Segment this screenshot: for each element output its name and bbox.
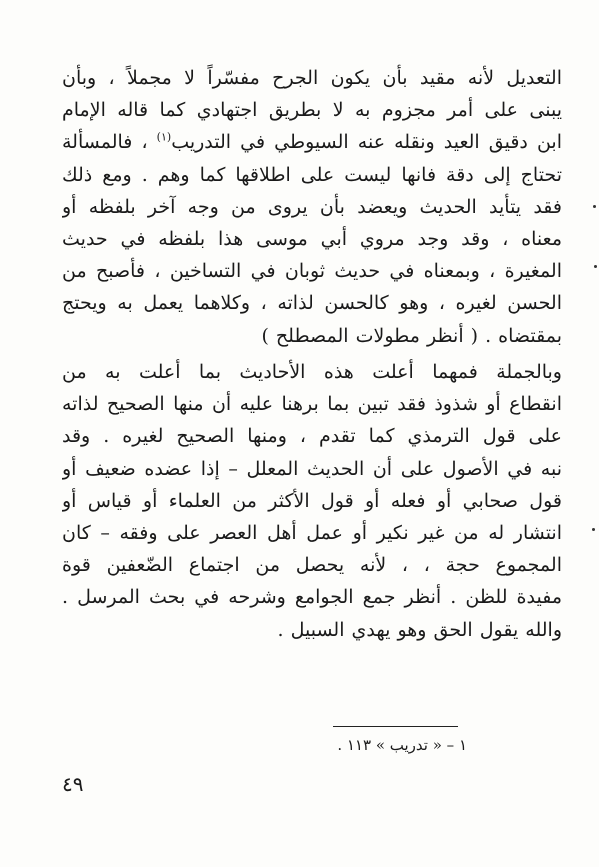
- text-line: المجموع حجة ، ، لأنه يحصل من اجتماع الضّعفين قوة: [62, 554, 562, 577]
- text-line: والله يقول الحق وهو يهدي السبيل .: [277, 618, 562, 641]
- text-line: على قول الترمذي كما تقدم ، ومنها الصحيح لغيره . وقد: [62, 425, 562, 448]
- text-line: مفيدة للظن . أنظر جمع الجوامع وشرحه في بحث المرسل .: [62, 586, 562, 609]
- text-line: المغيرة ، وبمعناه في حديث ثوبان في التساخين ، فأصبح من: [62, 260, 562, 283]
- scan-speck: [592, 528, 595, 531]
- text-line: انقطاع أو شذوذ فقد تبين بما برهنا عليه أن منها الصحيح لذاته: [62, 393, 562, 416]
- text-line-with-footnote-ref: [62, 126, 562, 158]
- footnote-divider: [333, 726, 458, 727]
- footnote: ١ – « تدريب » ١١٣ .: [337, 736, 467, 754]
- text-line: انتشار له من غير نكير أو عمل أهل العصر على وفقه – كان: [62, 522, 562, 545]
- text-line: بمقتضاه . ( أنظر مطولات المصطلح ): [261, 324, 562, 347]
- scan-speck: [593, 205, 596, 208]
- text-line-segment: ، فالمسألة: [62, 131, 148, 154]
- text-line: تحتاج إلى دقة فانها ليست على اطلاقها كما وهم . ومع ذلك: [62, 163, 562, 186]
- paragraph-1: [62, 62, 562, 352]
- text-line: يبنى على أمر مجزوم به لا بطريق اجتهادي كما قاله الإمام: [62, 99, 562, 122]
- text-line: معناه ، وقد وجد مروي أبي موسى هذا بلفظه في حديث: [62, 228, 562, 251]
- text-line: نبه في الأصول على أن الحديث المعلل – إذا عضده ضعيف أو: [62, 457, 562, 480]
- text-line: قول صحابي أو فعله أو قول الأكثر من العلماء أو قياس أو: [62, 489, 562, 512]
- paragraph-2: [62, 356, 562, 646]
- page-number: ٤٩: [62, 772, 84, 796]
- text-line-segment: ابن دقيق العيد ونقله عنه السيوطي في التدريب: [171, 131, 562, 154]
- scan-speck: [594, 265, 597, 268]
- text-line: الحسن لغيره ، وهو كالحسن لذاته ، وكلاهما يعمل به ويحتج: [62, 292, 562, 315]
- text-line: وبالجملة فمهما أعلت هذه الأحاديث بما أعلت به من: [62, 361, 562, 383]
- footnote-reference: (١): [156, 131, 172, 145]
- text-line: فقد يتأيد الحديث ويعضد بأن يروى من وجه آخر بلفظه أو: [62, 195, 562, 218]
- text-line: التعديل لأنه مقيد بأن يكون الجرح مفسّراً لا مجملاً ، وبأن: [62, 67, 562, 89]
